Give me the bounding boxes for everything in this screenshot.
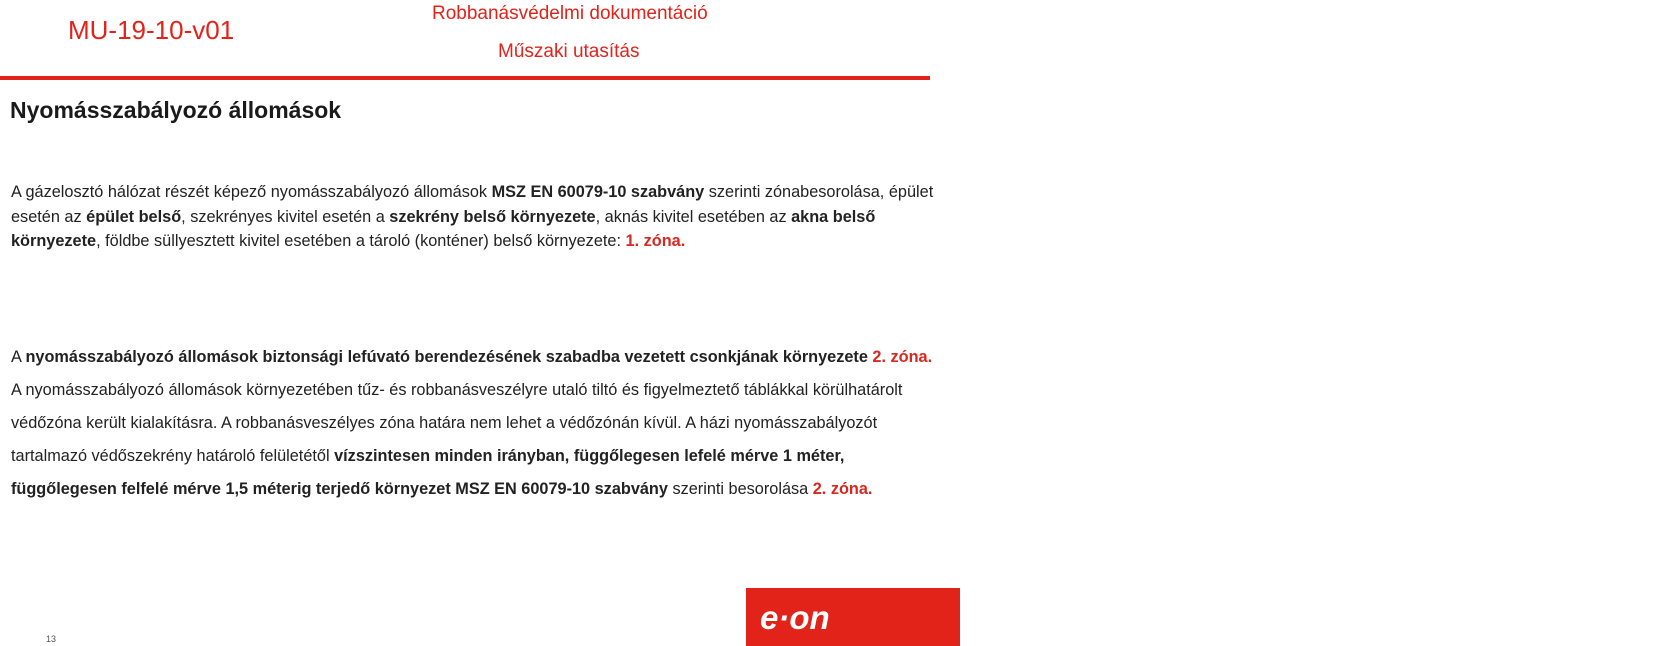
logo-divider (1603, 602, 1604, 632)
logo-text: Hálózat (1612, 607, 1670, 626)
header-rule (0, 76, 930, 80)
paragraph-zoning (11, 180, 941, 254)
header-title: Robbanásvédelmi dokumentáció (432, 3, 708, 24)
text-run-bold: nyomásszabályozó állomások biztonsági lefúvató berendezésének szabadba vezetett csonkjának környezete (25, 348, 868, 366)
eon-logo-wordmark: e·on (760, 599, 830, 636)
text-run: A nyomásszabályozó állomások környezetében tűz- és robbanásveszélyre utaló tiltó és figyelmeztető táblákkal körülhatárolt védőzóna került kialakításra. A robbanásveszélyes zóna határa nem lehet a védőzónán kívül. A házi nyomásszabályozót tartalmazó védőszekrény határoló felületétől (11, 381, 903, 465)
page-title: Nyomásszabályozó állomások (10, 97, 342, 123)
text-run: , aknás kivitel esetében az (595, 207, 792, 226)
text-run: szerinti besorolása (667, 480, 813, 498)
text-run-bold: akna belső környezete (11, 207, 876, 250)
header-subtitle: Műszaki utasítás (498, 41, 640, 62)
text-run-bold: szekrény belső környezete (389, 207, 596, 226)
text-run-bold: MSZ EN 60079-10 szabvány (491, 183, 705, 201)
zone-2-label: 2. zóna. (812, 480, 873, 498)
eon-logo (746, 588, 1670, 646)
page-number: 13 (46, 634, 57, 644)
text-run: A (11, 348, 26, 366)
text-run: A gázelosztó hálózat részét képező nyomásszabályozó állomások (11, 183, 492, 201)
document-id: MU-19-10-v01 (68, 15, 235, 45)
paragraph-safety-zone (11, 341, 941, 506)
text-run-bold: épület belső (86, 207, 182, 226)
text-run: , szekrényes kivitel esetén a (181, 207, 390, 226)
zone-1-label: 1. zóna. (625, 232, 686, 250)
text-run-bold: vízszintesen minden irányban, függőlegesen lefelé mérve 1 méter, függőlegesen felfelé mérve 1,5 méterig terjedő környezet MSZ EN 60079-10 szabvány (11, 447, 845, 498)
zone-2-label: 2. zóna. (872, 348, 933, 366)
eon-logo-mark (746, 588, 856, 646)
text-run: szerinti zónabesorolása, épület esetén az (11, 183, 934, 226)
text-run: , földbe süllyesztett kivitel esetében a tároló (konténer) belső környezete: (96, 232, 626, 250)
